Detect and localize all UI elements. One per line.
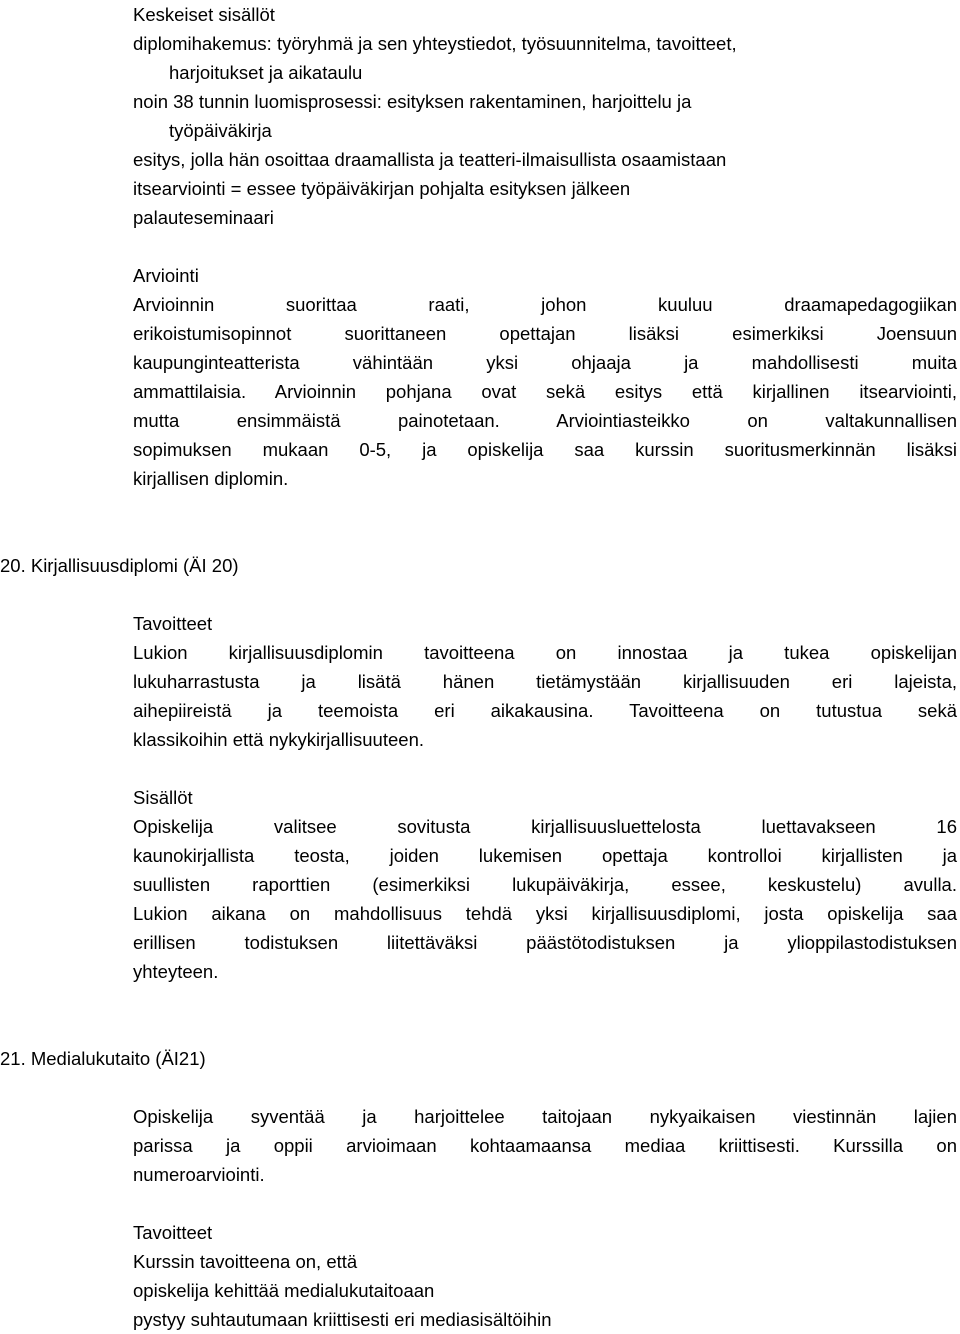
arviointi-line: ammattilaisia. Arvioinnin pohjana ovat sekä esitys että kirjallinen itsearviointi, (133, 381, 957, 402)
section-21-intro-line: Opiskelija syventää ja harjoittelee taitojaan nykyaikaisen viestinnän lajien (133, 1106, 957, 1127)
section-21-tavoitteet-line: opiskelija kehittää medialukutaitoaan (133, 1280, 435, 1301)
arviointi-heading: Arviointi (133, 265, 199, 286)
arviointi-line: sopimuksen mukaan 0-5, ja opiskelija saa kurssin suoritusmerkinnän lisäksi (133, 439, 957, 460)
keskeiset-item-continuation: harjoitukset ja aikataulu (169, 62, 363, 83)
arviointi-line: Arvioinnin suorittaa raati, johon kuuluu draamapedagogiikan (133, 294, 957, 315)
section-21-intro-line: parissa ja oppii arvioimaan kohtaamaansa mediaa kriittisesti. Kurssilla on (133, 1135, 957, 1156)
section-21-title: 21. Medialukutaito (ÄI21) (0, 1048, 206, 1069)
section-21-tavoitteet-line: Kurssin tavoitteena on, että (133, 1251, 358, 1272)
section-20-tavoitteet-line: Lukion kirjallisuusdiplomin tavoitteena on innostaa ja tukea opiskelijan (133, 642, 957, 663)
section-20-title: 20. Kirjallisuusdiplomi (ÄI 20) (0, 555, 239, 576)
arviointi-line: kirjallisen diplomin. (133, 468, 289, 489)
keskeiset-heading: Keskeiset sisällöt (133, 4, 275, 25)
section-20-sisallot-line: Opiskelija valitsee sovitusta kirjallisuusluettelosta luettavakseen 16 (133, 816, 957, 837)
keskeiset-item: diplomihakemus: työryhmä ja sen yhteystiedot, työsuunnitelma, tavoitteet, (133, 33, 737, 54)
keskeiset-item: esitys, jolla hän osoittaa draamallista ja teatteri-ilmaisullista osaamistaan (133, 149, 727, 170)
section-20-tavoitteet-line: aihepiireistä ja teemoista eri aikakausina. Tavoitteena on tutustua sekä (133, 700, 957, 721)
section-20-sisallot-line: suullisten raporttien (esimerkiksi lukupäiväkirja, essee, keskustelu) avulla. (133, 874, 957, 895)
section-20-sisallot-heading: Sisällöt (133, 787, 193, 808)
arviointi-line: mutta ensimmäistä painotetaan. Arviointiasteikko on valtakunnallisen (133, 410, 957, 431)
section-20-tavoitteet-line: lukuharrastusta ja lisätä hänen tietämystään kirjallisuuden eri lajeista, (133, 671, 957, 692)
section-20-sisallot-line: erillisen todistuksen liitettäväksi päästötodistuksen ja ylioppilastodistuksen (133, 932, 957, 953)
section-20-sisallot-line: Lukion aikana on mahdollisuus tehdä yksi kirjallisuusdiplomi, josta opiskelija saa (133, 903, 957, 924)
keskeiset-item: palauteseminaari (133, 207, 274, 228)
section-21-tavoitteet-line: pystyy suhtautumaan kriittisesti eri mediasisältöihin (133, 1309, 552, 1330)
section-20-sisallot-line: kaunokirjallista teosta, joiden lukemisen opettaja kontrolloi kirjallisten ja (133, 845, 957, 866)
section-20-tavoitteet-heading: Tavoitteet (133, 613, 213, 634)
section-21-intro-line: numeroarviointi. (133, 1164, 265, 1185)
arviointi-line: kaupunginteatterista vähintään yksi ohjaaja ja mahdollisesti muita (133, 352, 957, 373)
keskeiset-item: noin 38 tunnin luomisprosessi: esityksen rakentaminen, harjoittelu ja (133, 91, 692, 112)
section-20-tavoitteet-line: klassikoihin että nykykirjallisuuteen. (133, 729, 424, 750)
section-20-sisallot-line: yhteyteen. (133, 961, 219, 982)
keskeiset-item: itsearviointi = essee työpäiväkirjan pohjalta esityksen jälkeen (133, 178, 631, 199)
arviointi-line: erikoistumisopinnot suorittaneen opettajan lisäksi esimerkiksi Joensuun (133, 323, 957, 344)
keskeiset-item-continuation: työpäiväkirja (169, 120, 272, 141)
section-21-tavoitteet-heading: Tavoitteet (133, 1222, 213, 1243)
